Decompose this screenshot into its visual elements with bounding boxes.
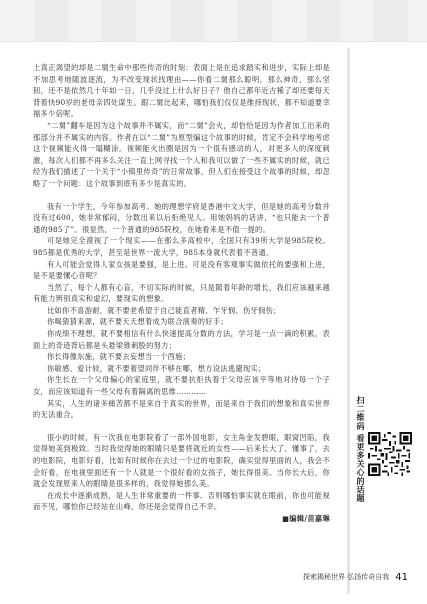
paragraph: 你喝猜猜来源，就不要天天想着成为联合演奏的好手； (47, 317, 228, 327)
paragraph: 你成绩不理想，就不要相信有什么快速提高分数的方法，学习是一点一滴的积累，表面上的奇迹背后都是头悬梁锥刺股的努力； (33, 329, 330, 350)
qr-code[interactable] (368, 432, 412, 476)
paragraph: 有人可能会觉得人家女孩是要强，是上进。可是没有客观事实做依托的要强和上进，是不是要懂心音呢？ (33, 259, 330, 281)
editor-credit: ■编辑/苗嘉琳 (282, 513, 330, 523)
magazine-slogan: 探索揭秘世界 弘扬传奇自我 (303, 573, 390, 581)
paragraph: 在成长中逐渐成熟，是人生非常重要的一件事。否则哪怕事实就在眼前，你也可能视而不见，哪怕你已经站在山峰，你还是会觉得自己不幸。 (33, 490, 330, 512)
qr-caption: 扫二维码 看更多关心的话题 (356, 396, 365, 503)
paragraph: 其实，人生的诸多痛苦都不是来自于真实的世界，而是来自于我们的想象和真实世界的无法重合。 (33, 398, 330, 420)
sidebar-divider (347, 48, 350, 594)
paragraph: 我有一个学生，今年参加高考。她的理想学府是香港中文大学，但是她的高考分数并没有过600，她非常郁闷，分数出来以后拒绝见人。用她妈妈的话讲，“也只能去一个普通的985了”。很显然，一个普通的985院校，在她看来是不值一提的。 (33, 201, 330, 234)
header-band (0, 0, 427, 42)
paragraph: 可是她完全漠视了一个现实——在那么多高校中，全国只有39所大学是985院校。985都是优秀的大学，甚至是世界一流大学，985本身就代表着不普通。 (33, 236, 330, 257)
paragraph: 上真正渴望的却是二舅生命中那些传奇的时刻：表面上是在追求踏实和进步，实际上却是不加思考地随波逐流，为不改变现状找理由——你看二舅那么聪明，那么神奇，那么坚韧，还不是依然几十年如一日，几乎没过上什么好日子？他自己都年近古稀了却还要每天背着快90岁的老母亲四处谋生。跟二舅比起来，哪怕我们仅仅是维持现状，都不知道要幸福多少倍呢。 (33, 63, 330, 119)
paragraph: “二舅”翻车是因为这个故事并不属实，而“二舅”会火，却恰恰是因为作者加工出来的那部分并不属实的内容。作者在以“二舅”为原型编这个故事的时候，肯定不会科学地考虑这个视频能火得一塌糊涂。视频能火出圈是因为一个很有感动的人，对更多人的深度刺激，每次人们都不再多么关注一直上网寻找一个人和我可以做了一些不属实的时候，就已经为我们描述了一个关于“小镇里传奇”的日常故事，但人们在接受这个故事的时候，却忽略了一个问题：这个故事到底有多少是真实的。 (33, 120, 330, 188)
paragraph: 很小的时候，有一次我在电影院看了一部外国电影，女主角金发碧眼，眼窝凹陷，我觉得她美到极致。当时我觉得她的眼睛只是要将就近的女性——后来长大了、懂事了，去的电影院，电影好看，比如有时候你在去过一个过的电影院，确实觉得里面的人，我会不会好看，在电视里面还有一个人就是一个很好看的女孩子，她长得很美。当你长大后，你就会发现原来人的眼睛是很多样的，我觉得她那么美。 (33, 432, 330, 489)
page-footer (268, 570, 408, 584)
paragraph: 比如你不喜游耐，就不要老希望于自己能直者精、乍牙悯、伤牙悯伤； (47, 305, 281, 315)
paragraph: 你长得像东施，就不要去妄想当一个西施； (47, 352, 191, 362)
paragraph-gap (33, 190, 330, 201)
page-number: 41 (395, 571, 408, 583)
article-body (33, 62, 330, 525)
paragraph: 你生长在一个父母偏心的家庭里，就不要抗拒执着于父母应该平等地对待每一个子女，而应该知道有一些父母有着隔离的思维………… (33, 375, 330, 397)
paragraph: 你敏感、爱计较，就不要奢望同伴不够在哪，想方设法逃避现实； (47, 363, 266, 373)
paragraph: 当然了，每个人都有心盲，不切实际的时候，只是随着年龄的增长，我们应该越来越有能力辨别真实和虚幻，要现实的想象。 (33, 282, 330, 304)
paragraph-gap (33, 421, 330, 432)
